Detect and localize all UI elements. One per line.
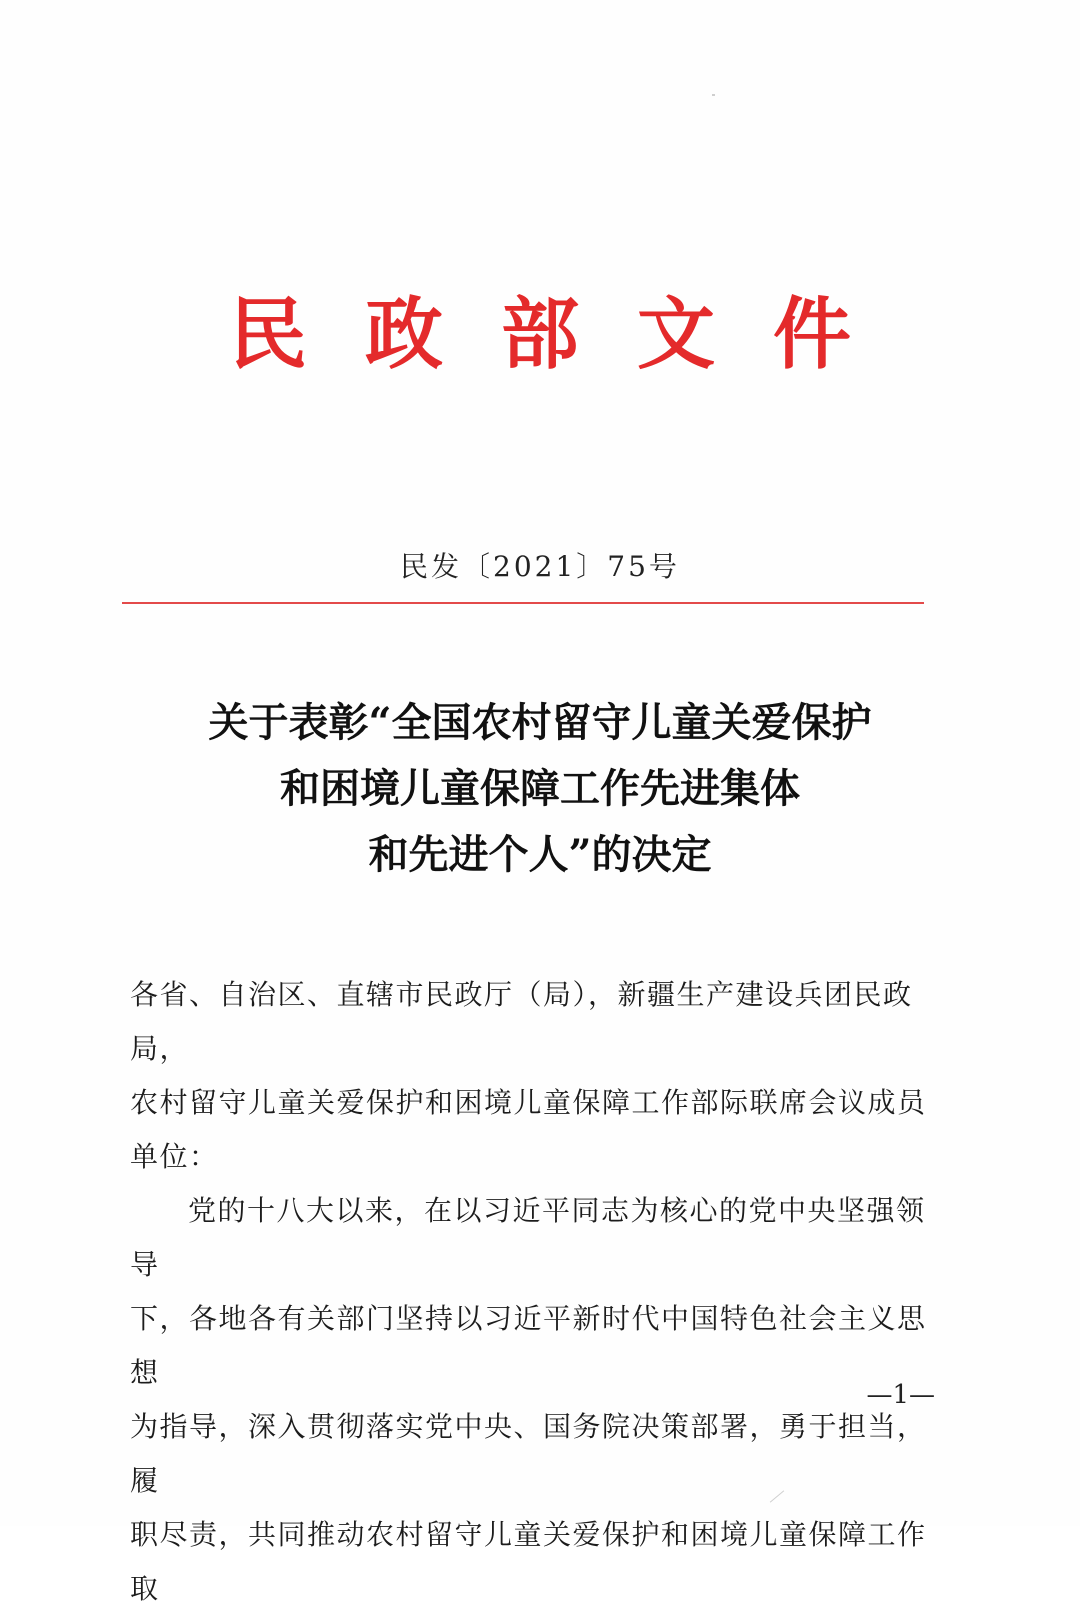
paragraph-line: 下，各地各有关部门坚持以习近平新时代中国特色社会主义思想 [130, 1302, 927, 1389]
scan-speck [712, 94, 715, 96]
masthead-char: 民 [228, 289, 307, 380]
masthead-char: 文 [637, 289, 716, 380]
masthead-char: 件 [773, 289, 852, 380]
page-number: —1— [866, 1380, 935, 1410]
red-divider-line [122, 602, 924, 604]
paragraph-line: 党的十八大以来，在以习近平同志为核心的党中央坚强领导 [130, 1194, 926, 1281]
title-line: 和困境儿童保障工作先进集体 [280, 765, 800, 812]
title-line: 关于表彰“全国农村留守儿童关爱保护 [208, 699, 872, 746]
masthead-char: 政 [364, 289, 443, 380]
masthead-title [0, 285, 1080, 385]
masthead-char: 部 [500, 289, 579, 380]
address-line: 农村留守儿童关爱保护和困境儿童保障工作部际联席会议成员 [130, 1086, 927, 1119]
paragraph-line: 为指导，深入贯彻落实党中央、国务院决策部署，勇于担当，履 [130, 1410, 927, 1497]
document-title [0, 690, 1080, 888]
paragraph-line: 职尽责，共同推动农村留守儿童关爱保护和困境儿童保障工作取 [130, 1518, 927, 1605]
document-number: 民发〔2021〕75号 [400, 550, 680, 583]
address-line: 单位： [130, 1140, 219, 1173]
address-line: 各省、自治区、直辖市民政厅（局），新疆生产建设兵团民政局， [130, 978, 913, 1065]
title-line: 和先进个人”的决定 [368, 831, 712, 878]
document-body [130, 968, 950, 1616]
